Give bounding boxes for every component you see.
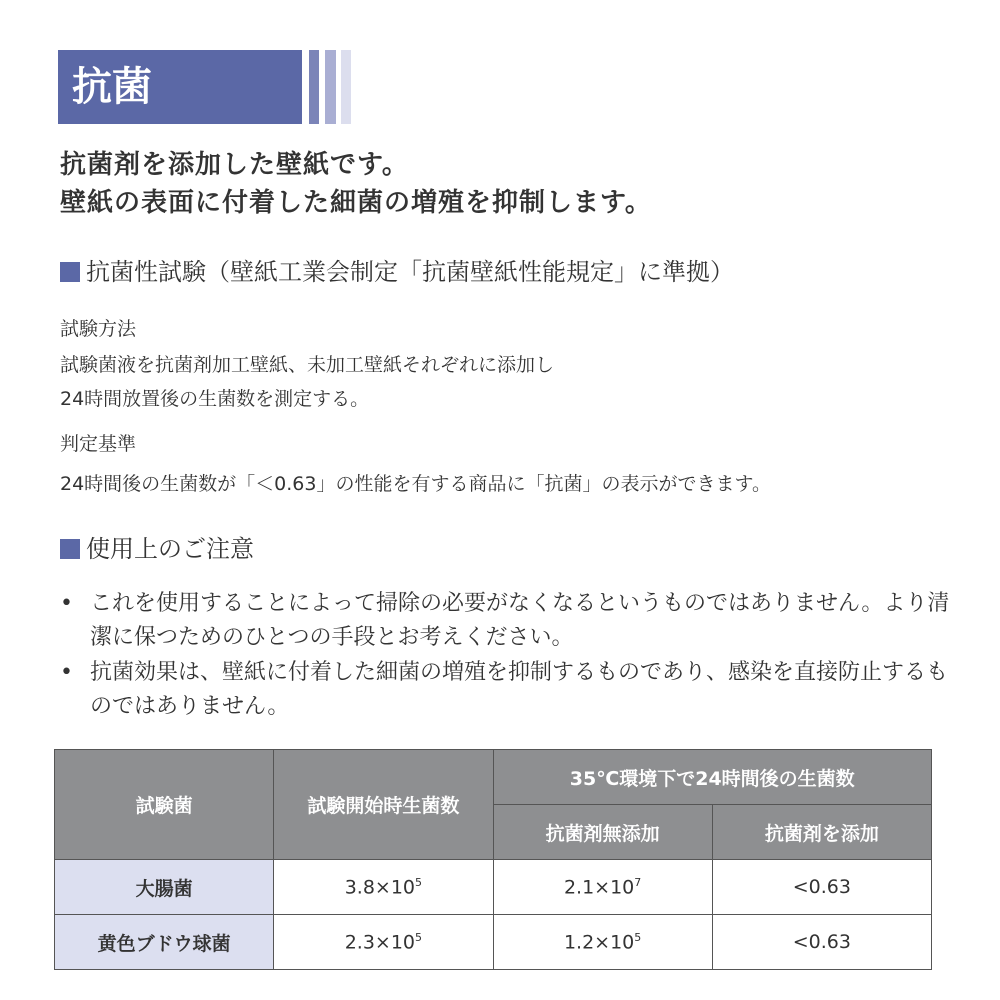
cell	[274, 860, 493, 915]
cell: <0.63	[712, 860, 931, 915]
lead-line: 抗菌剤を添加した壁紙です。	[60, 150, 409, 180]
cell: <0.63	[712, 915, 931, 970]
bullet-icon: •	[60, 591, 73, 616]
criteria-label: 判定基準	[60, 433, 137, 455]
exponent: 5	[634, 930, 642, 944]
cell	[493, 915, 712, 970]
heading-text: 抗菌性試験	[86, 258, 206, 286]
value: 3.8×10	[344, 876, 416, 899]
title-stripe	[309, 50, 319, 124]
row-header: 大腸菌	[55, 860, 274, 915]
header-cell: 35℃環境下で24時間後の生菌数	[493, 750, 932, 805]
lead-text	[60, 146, 652, 222]
method-line: 試験菌液を抗菌剤加工壁紙、未加工壁紙それぞれに添加し	[60, 354, 555, 376]
square-icon	[60, 262, 80, 282]
caution-heading	[60, 531, 254, 567]
list-item	[60, 656, 960, 724]
method-label: 試験方法	[60, 318, 137, 340]
exponent: 5	[415, 930, 423, 944]
exponent: 7	[634, 875, 642, 889]
title-stripe	[325, 50, 336, 124]
value: 2.3×10	[344, 931, 416, 954]
table-row	[55, 915, 932, 970]
table-row	[55, 860, 932, 915]
results-table	[54, 749, 932, 970]
criteria-text: 24時間後の生菌数が「＜0.63」の性能を有する商品に「抗菌」の表示ができます。	[60, 473, 771, 495]
header-cell: 試験開始時生菌数	[274, 750, 493, 860]
header-cell: 抗菌剤無添加	[493, 805, 712, 860]
page-title: 抗菌	[58, 50, 302, 124]
value: 1.2×10	[563, 931, 635, 954]
item-text: これを使用することによって掃除の必要がなくなるというものではありません。より清潔に保つためのひとつの手段とお考えください。	[90, 591, 950, 650]
exponent: 5	[415, 875, 423, 889]
heading-text: 使用上のご注意	[86, 535, 254, 563]
cell	[274, 915, 493, 970]
square-icon	[60, 539, 80, 559]
bullet-icon: •	[60, 660, 73, 685]
heading-note: （壁紙工業会制定「抗菌壁紙性能規定」に準拠）	[206, 258, 734, 286]
value: 2.1×10	[563, 876, 635, 899]
item-text: 抗菌効果は、壁紙に付着した細菌の増殖を抑制するものであり、感染を直接防止するものではありません。	[90, 660, 949, 719]
row-header: 黄色ブドウ球菌	[55, 915, 274, 970]
lead-line: 壁紙の表面に付着した細菌の増殖を抑制します。	[60, 188, 652, 218]
cell	[493, 860, 712, 915]
method-line: 24時間放置後の生菌数を測定する。	[60, 388, 370, 410]
test-heading	[60, 254, 734, 290]
title-stripe	[341, 50, 351, 124]
list-item	[60, 587, 960, 655]
header-cell: 試験菌	[55, 750, 274, 860]
header-cell: 抗菌剤を添加	[712, 805, 931, 860]
